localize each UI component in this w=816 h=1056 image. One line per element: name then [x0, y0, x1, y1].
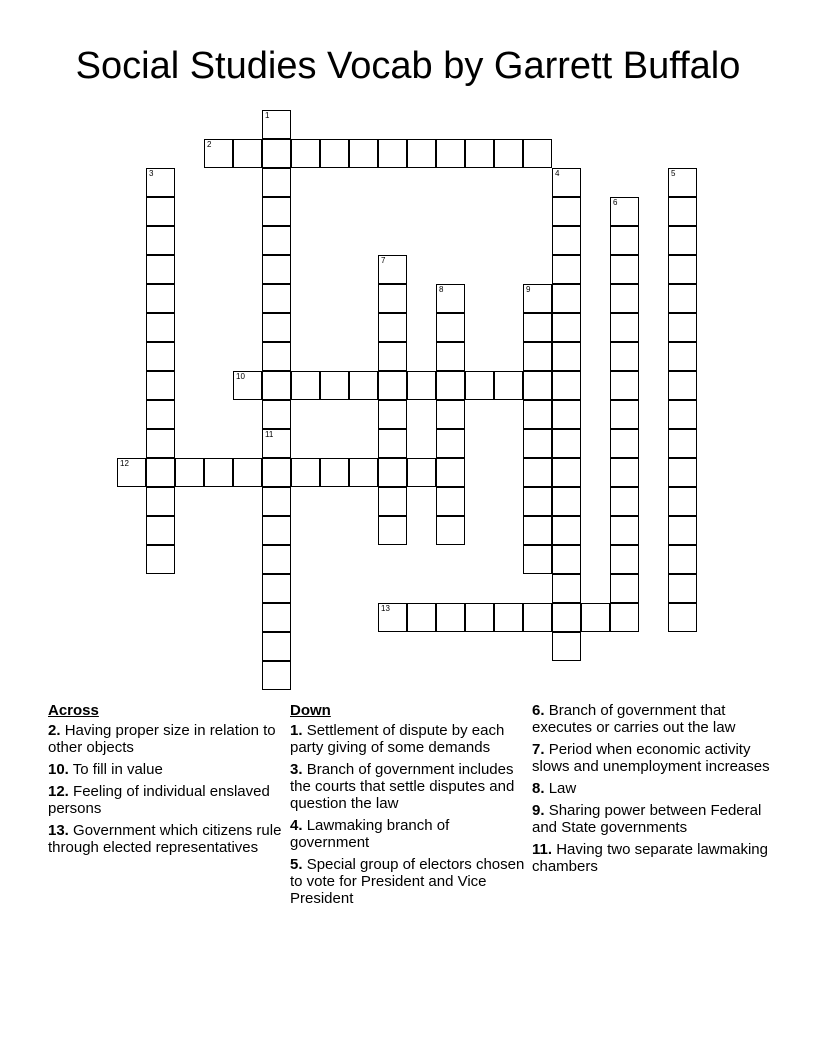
grid-cell[interactable] — [436, 313, 465, 342]
grid-cell[interactable] — [146, 284, 175, 313]
clue-number-label: 12 — [120, 459, 129, 468]
grid-cell[interactable] — [262, 400, 291, 429]
grid-cell[interactable] — [668, 516, 697, 545]
grid-cell[interactable] — [233, 139, 262, 168]
grid-cell[interactable] — [552, 168, 581, 197]
grid-cell[interactable] — [465, 371, 494, 400]
grid-cell[interactable] — [320, 139, 349, 168]
clue-number: 9. — [532, 802, 545, 819]
grid-cell[interactable] — [436, 487, 465, 516]
grid-cell[interactable] — [233, 458, 262, 487]
grid-cell[interactable] — [610, 400, 639, 429]
grid-cell[interactable] — [378, 342, 407, 371]
grid-cell[interactable] — [407, 458, 436, 487]
grid-cell[interactable] — [523, 284, 552, 313]
grid-cell[interactable] — [262, 545, 291, 574]
grid-cell[interactable] — [436, 139, 465, 168]
grid-cell[interactable] — [494, 371, 523, 400]
clue-number: 8. — [532, 780, 545, 797]
grid-cell[interactable] — [320, 371, 349, 400]
grid-cell[interactable] — [610, 516, 639, 545]
clue-text: Feeling of individual enslaved persons — [48, 783, 270, 817]
clue-item — [48, 822, 283, 856]
clue-text: Period when economic activity slows and unemployment increases — [532, 741, 770, 775]
grid-cell[interactable] — [668, 458, 697, 487]
grid-cell[interactable] — [378, 603, 407, 632]
clue-text: Law — [548, 780, 577, 797]
grid-cell[interactable] — [262, 632, 291, 661]
grid-cell[interactable] — [610, 458, 639, 487]
clue-number: 5. — [290, 856, 303, 873]
grid-cell[interactable] — [262, 516, 291, 545]
grid-cell[interactable] — [552, 429, 581, 458]
grid-cell[interactable] — [610, 603, 639, 632]
grid-cell[interactable] — [610, 284, 639, 313]
grid-cell[interactable] — [378, 458, 407, 487]
clue-number: 13. — [48, 822, 69, 839]
grid-cell[interactable] — [436, 429, 465, 458]
grid-cell[interactable] — [262, 603, 291, 632]
clue-number: 12. — [48, 783, 69, 800]
grid-cell[interactable] — [465, 603, 494, 632]
grid-cell[interactable] — [436, 516, 465, 545]
grid-cell[interactable] — [378, 400, 407, 429]
grid-cell[interactable] — [610, 545, 639, 574]
grid-cell[interactable] — [581, 603, 610, 632]
grid-cell[interactable] — [523, 313, 552, 342]
grid-cell[interactable] — [610, 313, 639, 342]
grid-cell[interactable] — [407, 139, 436, 168]
grid-cell[interactable] — [668, 284, 697, 313]
clue-text: Sharing power between Federal and State governments — [532, 802, 762, 836]
grid-cell[interactable] — [523, 429, 552, 458]
grid-cell[interactable] — [552, 458, 581, 487]
grid-cell[interactable] — [262, 371, 291, 400]
grid-cell[interactable] — [407, 371, 436, 400]
grid-cell[interactable] — [262, 313, 291, 342]
clue-item — [290, 761, 525, 812]
grid-cell[interactable] — [610, 371, 639, 400]
grid-cell[interactable] — [378, 139, 407, 168]
clue-number-label: 6 — [613, 198, 618, 207]
clue-number: 2. — [48, 722, 61, 739]
clue-number: 10. — [48, 761, 69, 778]
grid-cell[interactable] — [436, 284, 465, 313]
grid-cell[interactable] — [465, 139, 494, 168]
grid-cell[interactable] — [146, 226, 175, 255]
clue-text: Government which citizens rule through elected representatives — [48, 822, 282, 856]
grid-cell[interactable] — [262, 429, 291, 458]
grid-cell[interactable] — [262, 458, 291, 487]
clue-item — [48, 761, 283, 778]
puzzle-title: Social Studies Vocab by Garrett Buffalo — [75, 45, 741, 87]
clue-text: To fill in value — [72, 761, 163, 778]
grid-cell[interactable] — [146, 545, 175, 574]
clue-number: 6. — [532, 702, 545, 719]
grid-cell[interactable] — [523, 545, 552, 574]
grid-cell[interactable] — [378, 429, 407, 458]
grid-cell[interactable] — [668, 400, 697, 429]
grid-cell[interactable] — [262, 342, 291, 371]
grid-cell[interactable] — [117, 458, 146, 487]
grid-cell[interactable] — [407, 603, 436, 632]
clue-number-label: 7 — [381, 256, 386, 265]
grid-cell[interactable] — [668, 545, 697, 574]
grid-cell[interactable] — [552, 603, 581, 632]
grid-cell[interactable] — [523, 371, 552, 400]
grid-cell[interactable] — [146, 371, 175, 400]
clue-number-label: 10 — [236, 372, 245, 381]
grid-cell[interactable] — [291, 139, 320, 168]
grid-cell[interactable] — [523, 487, 552, 516]
grid-cell[interactable] — [378, 284, 407, 313]
clue-text: Having two separate lawmaking chambers — [532, 841, 768, 875]
clue-item — [532, 802, 772, 836]
grid-cell[interactable] — [146, 487, 175, 516]
grid-cell[interactable] — [494, 603, 523, 632]
grid-cell[interactable] — [146, 458, 175, 487]
grid-cell[interactable] — [668, 603, 697, 632]
clue-number-label: 8 — [439, 285, 444, 294]
grid-cell[interactable] — [668, 313, 697, 342]
grid-cell[interactable] — [320, 458, 349, 487]
clue-number: 4. — [290, 817, 303, 834]
grid-cell[interactable] — [523, 139, 552, 168]
clue-item — [532, 741, 772, 775]
across-clues — [48, 702, 283, 861]
clue-number-label: 9 — [526, 285, 531, 294]
grid-cell[interactable] — [262, 284, 291, 313]
grid-cell[interactable] — [146, 168, 175, 197]
grid-cell[interactable] — [262, 226, 291, 255]
grid-cell[interactable] — [349, 371, 378, 400]
grid-cell[interactable] — [552, 516, 581, 545]
clue-item — [48, 722, 283, 756]
grid-cell[interactable] — [668, 574, 697, 603]
grid-cell[interactable] — [552, 255, 581, 284]
grid-cell[interactable] — [436, 371, 465, 400]
grid-cell[interactable] — [436, 458, 465, 487]
down-heading: Down — [290, 702, 331, 719]
clue-number: 3. — [290, 761, 303, 778]
grid-cell[interactable] — [175, 458, 204, 487]
clue-item — [290, 722, 525, 756]
clue-text: Special group of electors chosen to vote for President and Vice President — [290, 856, 525, 907]
grid-cell[interactable] — [668, 197, 697, 226]
clue-item — [48, 783, 283, 817]
grid-cell[interactable] — [146, 429, 175, 458]
grid-cell[interactable] — [523, 400, 552, 429]
clue-item — [290, 817, 525, 851]
clue-number-label: 5 — [671, 169, 676, 178]
grid-cell[interactable] — [262, 574, 291, 603]
grid-cell[interactable] — [668, 429, 697, 458]
clue-item — [532, 702, 772, 736]
grid-cell[interactable] — [262, 487, 291, 516]
grid-cell[interactable] — [378, 255, 407, 284]
grid-cell[interactable] — [436, 342, 465, 371]
grid-cell[interactable] — [552, 313, 581, 342]
grid-cell[interactable] — [146, 313, 175, 342]
grid-cell[interactable] — [262, 661, 291, 690]
grid-cell[interactable] — [378, 487, 407, 516]
grid-cell[interactable] — [262, 255, 291, 284]
clue-number-label: 4 — [555, 169, 560, 178]
clue-number: 7. — [532, 741, 545, 758]
grid-cell[interactable] — [146, 516, 175, 545]
grid-cell[interactable] — [552, 197, 581, 226]
grid-cell[interactable] — [523, 516, 552, 545]
clue-number-label: 3 — [149, 169, 154, 178]
grid-cell[interactable] — [610, 342, 639, 371]
grid-cell[interactable] — [146, 255, 175, 284]
grid-cell[interactable] — [610, 255, 639, 284]
clue-number: 11. — [532, 841, 553, 858]
grid-cell[interactable] — [349, 458, 378, 487]
grid-cell[interactable] — [523, 603, 552, 632]
grid-cell[interactable] — [349, 139, 378, 168]
grid-cell[interactable] — [378, 371, 407, 400]
grid-cell[interactable] — [523, 458, 552, 487]
clue-number: 1. — [290, 722, 303, 739]
grid-cell[interactable] — [436, 603, 465, 632]
grid-cell[interactable] — [233, 371, 262, 400]
grid-cell[interactable] — [552, 545, 581, 574]
grid-cell[interactable] — [610, 574, 639, 603]
clue-item — [532, 841, 772, 875]
grid-cell[interactable] — [523, 342, 552, 371]
grid-cell[interactable] — [552, 371, 581, 400]
grid-cell[interactable] — [204, 458, 233, 487]
grid-cell[interactable] — [552, 226, 581, 255]
grid-cell[interactable] — [146, 197, 175, 226]
grid-cell[interactable] — [552, 342, 581, 371]
grid-cell[interactable] — [610, 197, 639, 226]
clue-number-label: 1 — [265, 111, 270, 120]
grid-cell[interactable] — [610, 429, 639, 458]
grid-cell[interactable] — [262, 110, 291, 139]
clue-item — [290, 856, 525, 907]
clue-text: Branch of government that executes or carries out the law — [532, 702, 736, 736]
grid-cell[interactable] — [668, 168, 697, 197]
grid-cell[interactable] — [668, 226, 697, 255]
across-heading: Across — [48, 702, 99, 719]
grid-cell[interactable] — [378, 313, 407, 342]
grid-cell[interactable] — [378, 516, 407, 545]
grid-cell[interactable] — [668, 371, 697, 400]
grid-cell[interactable] — [668, 255, 697, 284]
grid-cell[interactable] — [146, 342, 175, 371]
grid-cell[interactable] — [494, 139, 523, 168]
grid-cell[interactable] — [552, 400, 581, 429]
grid-cell[interactable] — [552, 487, 581, 516]
clue-text: Settlement of dispute by each party giving of some demands — [290, 722, 505, 756]
down-clues-column-1 — [290, 702, 525, 912]
grid-cell[interactable] — [262, 168, 291, 197]
clue-item — [532, 780, 772, 797]
grid-cell[interactable] — [204, 139, 233, 168]
grid-cell[interactable] — [668, 487, 697, 516]
clue-number-label: 11 — [265, 430, 274, 439]
down-clues-column-2 — [532, 702, 772, 880]
grid-cell[interactable] — [552, 574, 581, 603]
grid-cell[interactable] — [552, 632, 581, 661]
grid-cell[interactable] — [291, 371, 320, 400]
grid-cell[interactable] — [610, 226, 639, 255]
grid-cell[interactable] — [291, 458, 320, 487]
grid-cell[interactable] — [552, 284, 581, 313]
clue-text: Having proper size in relation to other objects — [48, 722, 276, 756]
clue-text: Lawmaking branch of government — [290, 817, 450, 851]
clue-number-label: 2 — [207, 140, 212, 149]
grid-cell[interactable] — [262, 197, 291, 226]
grid-cell[interactable] — [262, 139, 291, 168]
grid-cell[interactable] — [610, 487, 639, 516]
grid-cell[interactable] — [436, 400, 465, 429]
clue-number-label: 13 — [381, 604, 390, 613]
grid-cell[interactable] — [668, 342, 697, 371]
grid-cell[interactable] — [146, 400, 175, 429]
clue-text: Branch of government includes the courts that settle disputes and question the law — [290, 761, 515, 812]
